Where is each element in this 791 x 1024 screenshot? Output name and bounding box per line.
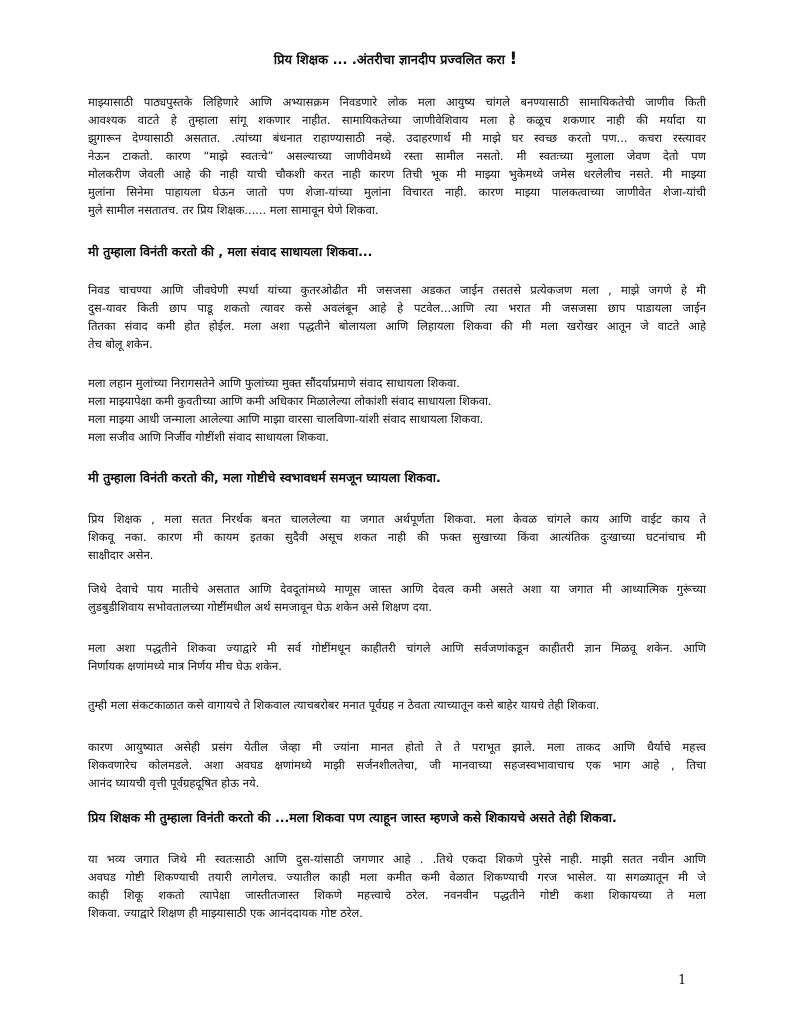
paragraph-creativity (88, 738, 706, 792)
text-line: आनंद घ्यायची वृत्ती पूर्वग्रहदूषित होऊ नये. (88, 776, 260, 790)
text-line: माझ्यासाठी पाठ्यपुस्तके लिहिणारे आणि अभ्यासक्रम निवडणारे लोक मला आयुष्य चांगले बनण्यासाठी सामायिकतेची जाणीव किती (88, 95, 706, 109)
page-title (0, 50, 791, 70)
text-line: तितका संवाद कमी होत होईल. मला अशा पद्धतीने बोलायला आणि लिहायला शिकवा की मी मला खरोखर आतून जे वाटते आहे (88, 319, 706, 333)
text-line: आवश्यक वाटते हे तुम्हाला सांगू शकणार नाहीत. सामायिकतेच्या जाणीवेशिवाय मला हे कळूच शकणार नाही की मर्यादा या (88, 113, 706, 127)
text-line: लुडबुडीशिवाय सभोवतालच्या गोष्टींमधील अर्थ समजावून घेऊ शकेन असे शिक्षण दया. (88, 600, 432, 614)
text-line: मला सजीव आणि निर्जीव गोष्टींशी संवाद साधायला शिकवा. (88, 430, 330, 444)
section-heading-communication: मी तुम्हाला विनंती करतो की , मला संवाद साधायला शिकवा... (88, 244, 373, 259)
text-line: मला माझ्यापेक्षा कमी कुवतीच्या आणि कमी अधिकार मिळालेल्या लोकांशी संवाद साधायला शिकवा. (88, 394, 492, 408)
text-line: अवघड गोष्टी शिकण्याची तयारी लागेलच. ज्यातील काही मला कमीत कमी वेळात शिकण्याची गरज भासेल. या सगळ्यातून मी जे (88, 870, 706, 884)
text-line: या भव्य जगात जिथे मी स्वतःसाठी आणि दुस-यांसाठी जगणार आहे . .तिथे एकदा शिकणे पुरेसे नाही. माझी सतत नवीन आणि (88, 852, 706, 866)
text-line: मला अशा पद्धतीने शिकवा ज्याद्वारे मी सर्व गोष्टींमधून काहीतरी चांगले आणि सर्वजणांकडून काहीतरी ज्ञान मिळवू शकेन. आणि (88, 641, 706, 655)
text-line: साक्षीदार असेन. (88, 548, 154, 562)
text-line: शिकवणारेच कोलमडले. अशा अवघड क्षणांमध्ये माझी सर्जनशीलतेचा, जी मानवाच्या सहजस्वभावाचाच एक भाग आहे , तिचा (88, 758, 706, 772)
section-heading-nature: मी तुम्हाला विनंती करतो की, मला गोष्टीचे स्वभावधर्म समजून घ्यायला शिकवा. (88, 470, 441, 485)
section-heading-learning: प्रिय शिक्षक मी तुम्हाला विनंती करतो की ...मला शिकवा पण त्याहून जास्त म्हणजे कसे शिकायचे असते तेही शिकवा. (88, 810, 617, 825)
text-line: शिकवा. ज्याद्वारे शिक्षण ही माझ्यासाठी एक आनंददायक गोष्ट ठरेल. (88, 906, 363, 920)
paragraph-learning (88, 850, 706, 922)
title-text: प्रिय शिक्षक ... .अंतरीचा ज्ञानदीप प्रज्वलित करा (273, 53, 505, 68)
text-line: काही शिकू शकतो त्यापेक्षा जास्तीतजास्त शिकणे महत्त्वाचे ठरेल. नवनवीन पद्धतीने गोष्टी कशा शिकायच्या ते मला (88, 888, 706, 902)
paragraph-crisis (88, 696, 706, 714)
text-line: प्रिय शिक्षक , मला सतत निरर्थक बनत चाललेल्या या जगात अर्थपूर्णता शिकवा. मला केवळ चांगले काय आणि वाईट काय ते (88, 512, 706, 526)
text-line: झुगारून देण्यासाठी असतात. .त्यांच्या बंधनात राहाण्यासाठी नव्हे. उदाहरणार्थ मी माझे घर स्वच्छ करतो पण... कचरा रस्त्यावर (88, 131, 706, 145)
paragraph-communication-list (88, 374, 706, 446)
paragraph-meaning (88, 510, 706, 564)
text-line: कारण आयुष्यात असेही प्रसंग येतील जेव्हा मी ज्यांना मानत होतो ते ते पराभूत झाले. मला ताकद आणि धैर्याचे महत्त्व (88, 740, 706, 754)
text-line: नेऊन टाकतो. कारण “माझे स्वतःचे” असल्याच्या जाणीवेमध्ये रस्ता सामील नसतो. मी स्वतःच्या मुलाला जेवण देतो पण (88, 149, 706, 163)
paragraph-decisions (88, 639, 706, 675)
text-line: मला लहान मुलांच्या निरागसतेने आणि फुलांच्या मुक्त सौंदर्याप्रमाणे संवाद साधायला शिकवा. (88, 376, 460, 390)
text-line: निर्णायक क्षणांमध्ये मात्र निर्णय मीच घेऊ शकेन. (88, 659, 282, 673)
text-line: जिथे देवाचे पाय मातीचे असतात आणि देवदूतांमध्ये माणूस जास्त आणि देवत्व कमी असते अशा या जगात मी आध्यात्मिक गुरूंच्या (88, 582, 706, 596)
text-line: निवड चाचण्या आणि जीवघेणी स्पर्धा यांच्या कुतरओढीत मी जसजसा अडकत जाईन तसतसे प्रत्येकजण मला , माझे जगणे हे मी (88, 283, 706, 297)
text-line: मोलकरीण जेवली आहे की नाही याची चौकशी करत नाही कारण तिची भूक मी माझ्या भुकेमध्ये जमेस धरलेलीच नसते. मी माझ्या (88, 167, 706, 181)
paragraph-inclusion (88, 93, 706, 219)
text-line: मुले सामील नसतातच. तर प्रिय शिक्षक...... मला सामावून घेणे शिकवा. (88, 203, 379, 217)
text-line: मुलांना सिनेमा पाहायला घेऊन जातो पण शेजा-यांच्या मुलांना विचारत नाही. कारण माझ्या पालकत्वाच्या जाणीवेत शेजा-यांची (88, 185, 706, 199)
text-line: तुम्ही मला संकटकाळात कसे वागायचे ते शिकवाल त्याचबरोबर मनात पूर्वग्रह न ठेवता त्याच्यातून कसे बाहेर यायचे तेही शिकवा. (88, 698, 600, 712)
paragraph-communication (88, 281, 706, 353)
title-exclamation: ! (509, 49, 518, 69)
paragraph-spiritual (88, 580, 706, 616)
text-line: मला माझ्या आधी जन्माला आलेल्या आणि माझा वारसा चालविणा-यांशी संवाद साधायला शिकवा. (88, 412, 484, 426)
text-line: दुस-यावर किती छाप पाडू शकतो त्यावर कसे अवलंबून आहे हे पटवेल...आणि त्या भरात मी जसजसा छाप पाडायला जाईन (88, 301, 706, 315)
text-line: तेच बोलू शकेन. (88, 337, 153, 351)
text-line: शिकवू नका. कारण मी कायम इतका सुदैवी असूच शकत नाही की फक्त सुखाच्या किंवा आत्यंतिक दुःखाच्या घटनांचाच मी (88, 530, 706, 544)
page-number: 1 (678, 973, 687, 988)
